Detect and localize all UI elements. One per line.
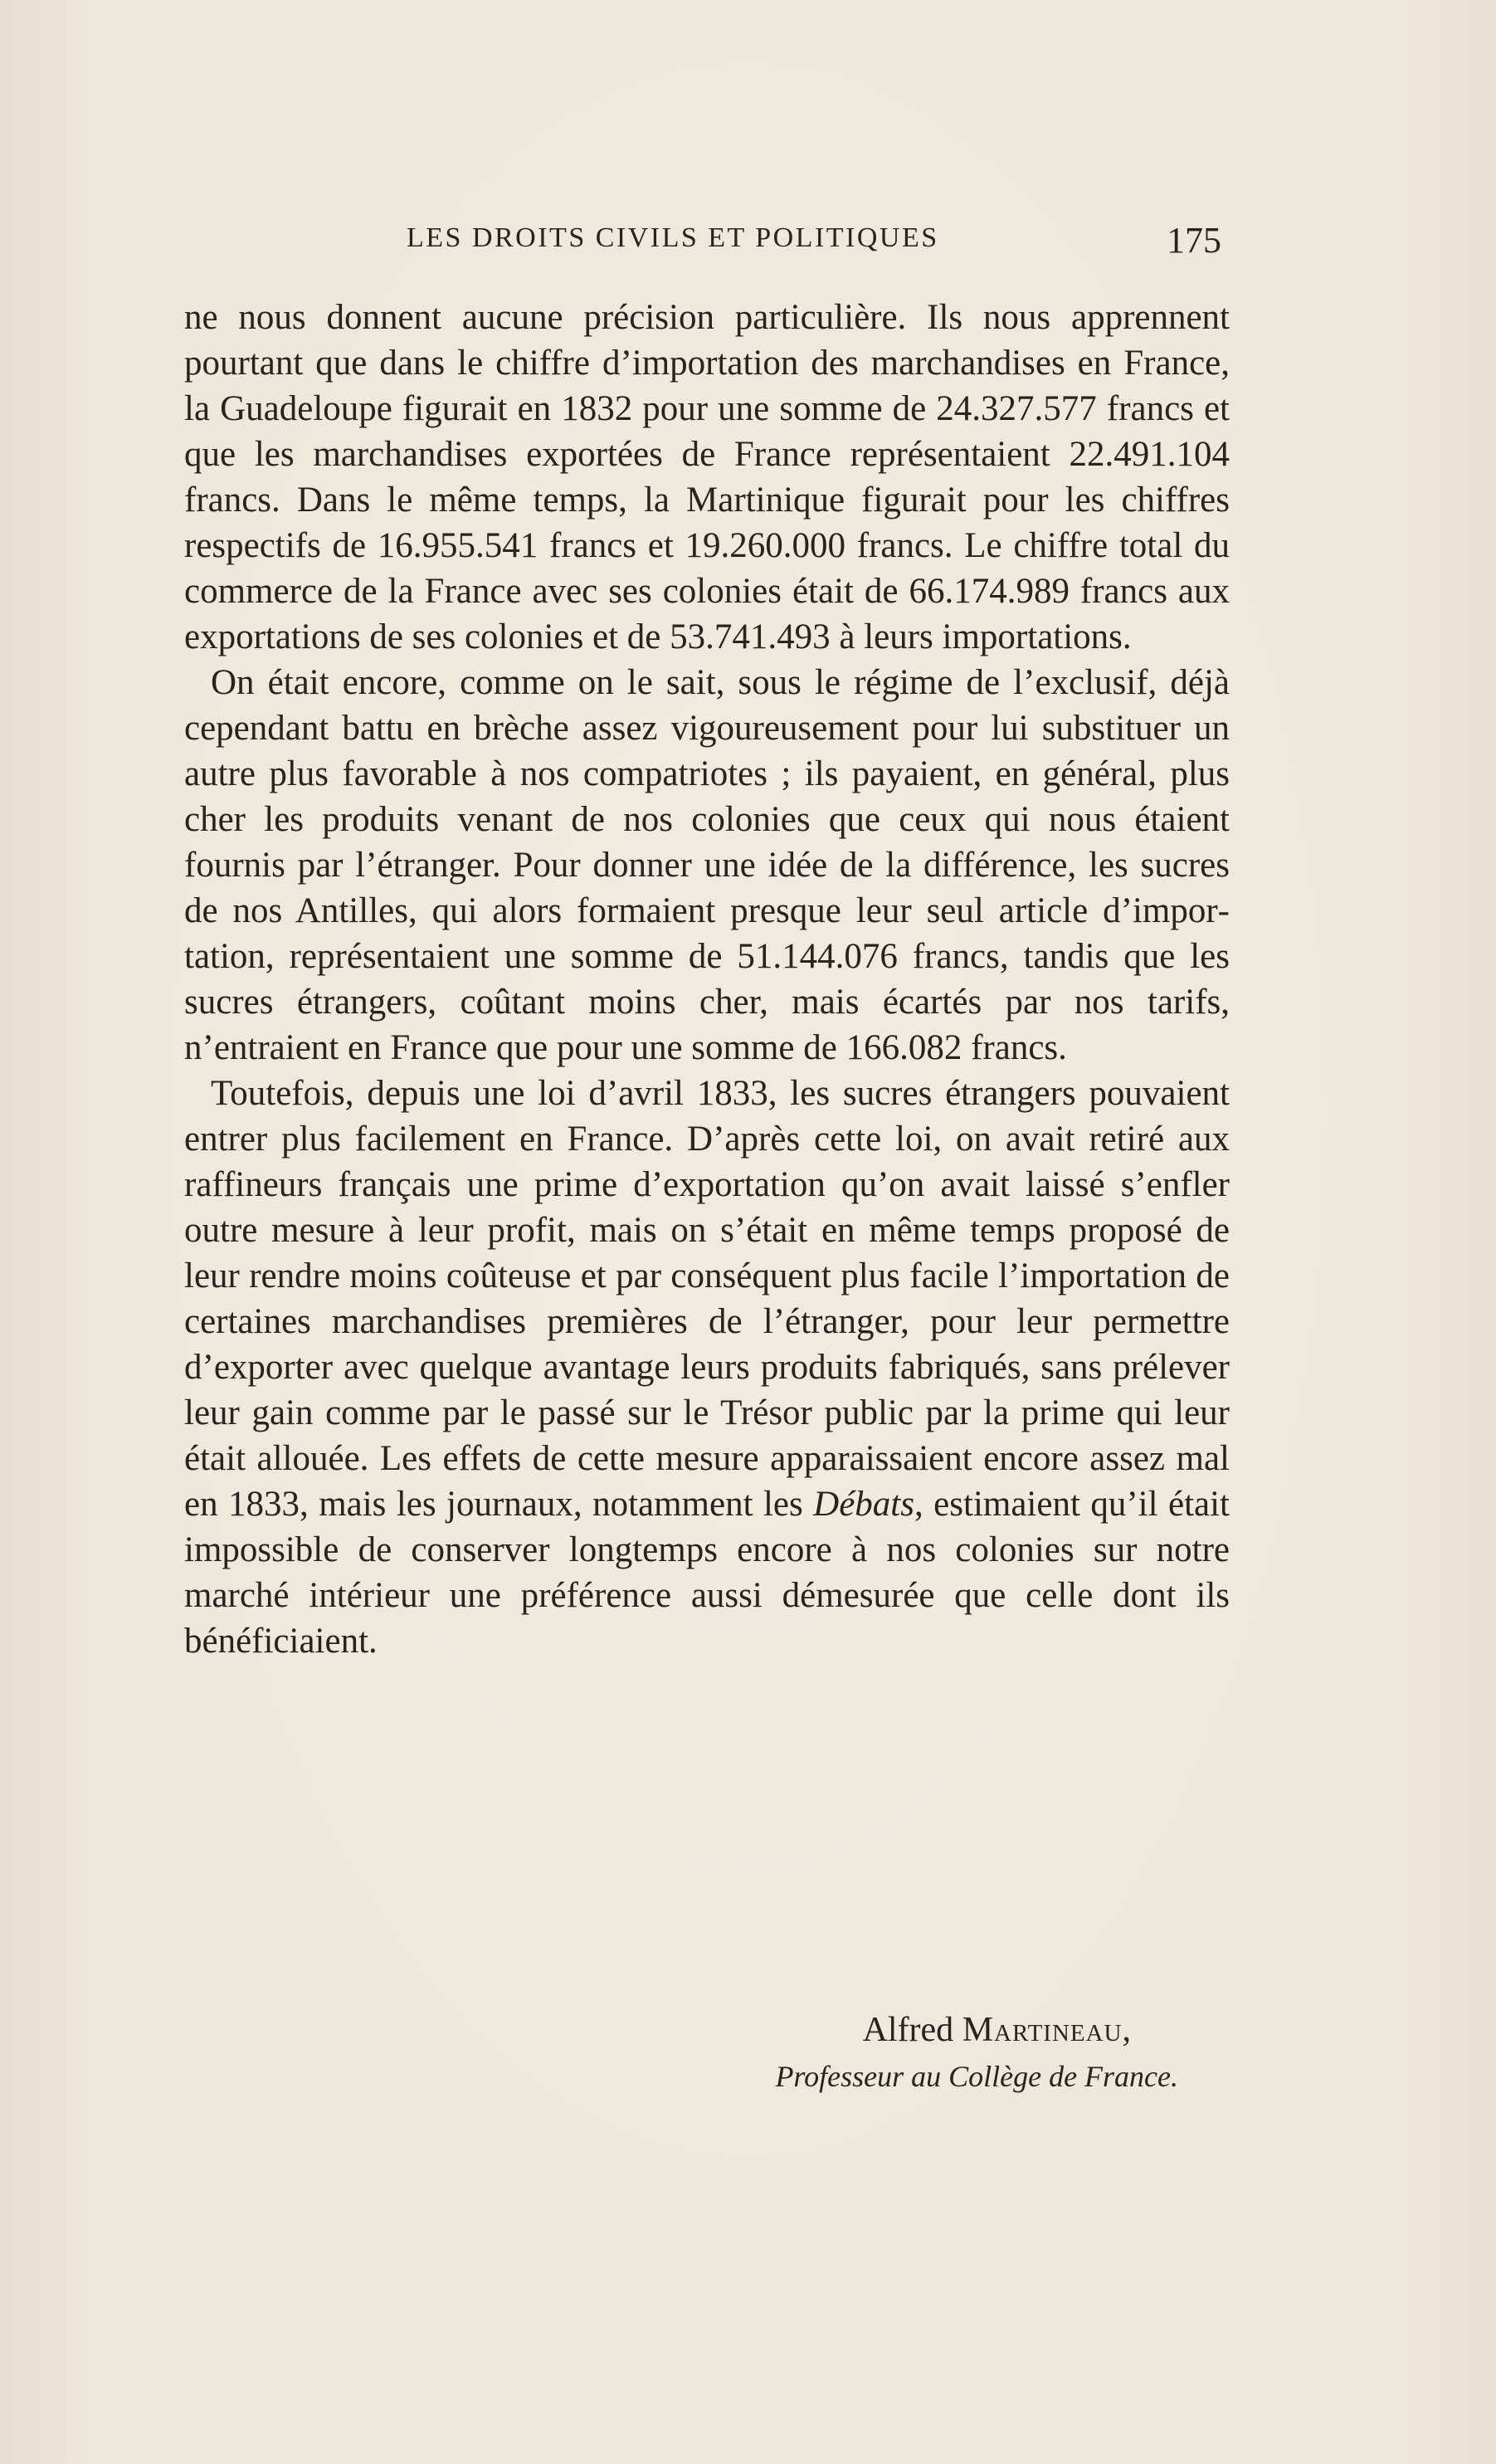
paragraph-3-start: Toutefois, depuis une loi d’avril 1833, les sucres étrangers pouvaient entrer plus facilement en France. D’après cette loi, on avait retiré aux raffineurs français une prime d’exportation qu’on avait laissé s’enfler outre mesure à leur profit, mais on s’était en même temps proposé de leur rendre moins coûteuse et par conséquent plus facile l’importation de certaines marchandises premières de l’étranger, pour leur permettre d’exporter avec quelque avantage leurs produits fabriqués, sans prélever leur gain comme par le passé sur le Trésor public par la prime qui leur était allouée. Les effets de cette mesure apparaissaient encore assez mal en 1833, mais les journaux, notamment les [184, 1074, 1230, 1524]
paragraph-1: ne nous donnent aucune précision particulière. Ils nous apprennent pourtant que dans le chiffre d’importation des marchandises en France, la Guadeloupe figurait en 1832 pour une somme de 24.327.577 francs et que les marchandises exportées de France représentaient 22.491.104 francs. Dans le même temps, la Martinique figurait pour les chiffres respectifs de 16.955.541 francs et 19.260.000 francs. Le chiffre total du commerce de la France avec ses colonies était de 66.174.989 francs aux exportations de ses colonies et de 53.741.493 à leurs importations. [184, 298, 1230, 656]
page-number: 175 [1167, 220, 1221, 261]
paragraph-3-end: , estimaient qu’il était impossible de conserver longtemps encore à nos colonies sur notre marché intérieur une préférence aussi démesurée que celle dont ils bénéficiaient. [184, 1485, 1230, 1661]
signature-block [184, 2007, 1230, 2100]
paragraph-3 [184, 1071, 1230, 1664]
author-first-name: Alfred [862, 2011, 954, 2049]
body-text [184, 295, 1230, 1664]
author-name [184, 2007, 1230, 2053]
journal-name: Débats [813, 1485, 914, 1524]
author-last-name: Martineau, [962, 2011, 1132, 2049]
running-head [184, 219, 1230, 264]
running-head-title: LES DROITS CIVILS ET POLITIQUES [407, 222, 939, 253]
paragraph-2: On était encore, comme on le sait, sous le régime de l’exclusif, déjà cependant battu en brèche assez vigoureusement pour lui substituer un autre plus favorable à nos compatriotes ; ils payaient, en général, plus cher les produits venant de nos colonies que ceux qui nous étaient fournis par l’étranger. Pour donner une idée de la différence, les sucres de nos Antilles, qui alors formaient presque leur seul article d’importation, représentaient une somme de 51.144.076 francs, tandis que les sucres étrangers, coûtant moins cher, mais écartés par nos tarifs, n’entraient en France que pour une somme de 166.082 francs. [184, 663, 1230, 1067]
author-title: Professeur au Collège de France. [775, 2060, 1178, 2093]
